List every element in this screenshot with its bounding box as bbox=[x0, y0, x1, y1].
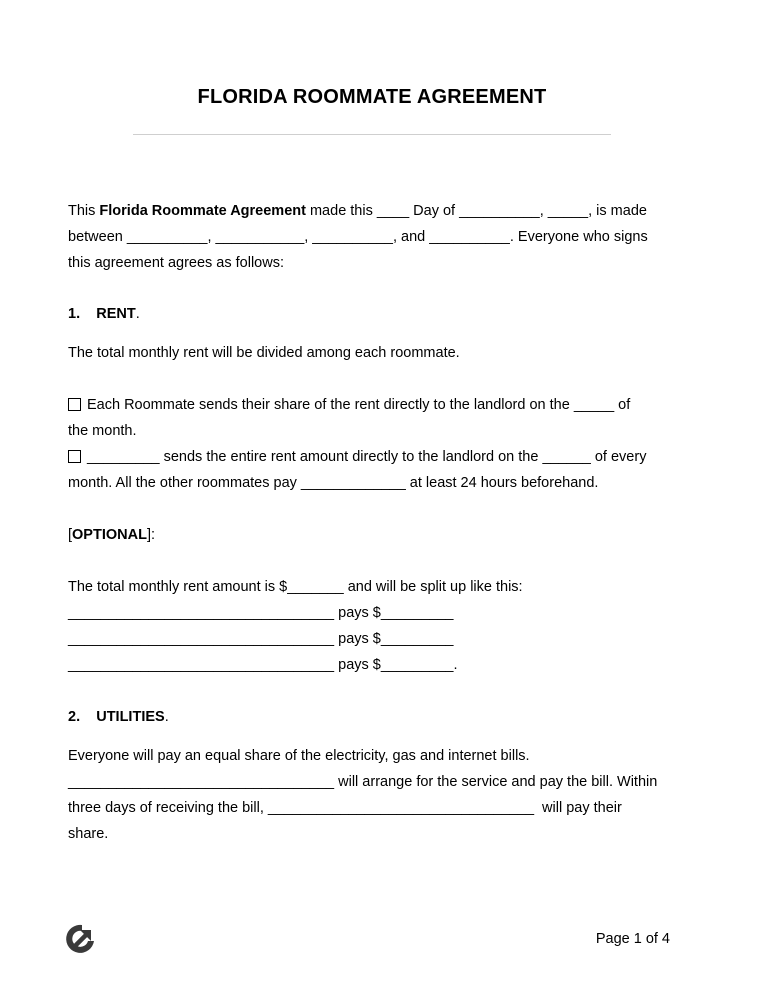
utilities-line-3: three days of receiving the bill, _________________________________ will pay their bbox=[68, 800, 622, 816]
section-number: 2. bbox=[68, 709, 81, 725]
optional-label: [OPTIONAL]: bbox=[68, 527, 156, 543]
intro-text: made this ____ Day of __________, _____, is made bbox=[305, 203, 647, 219]
rent-option-1-cont: the month. bbox=[68, 423, 137, 439]
page-number: Page 1 of 4 bbox=[595, 931, 670, 947]
section-title: RENT bbox=[96, 306, 136, 322]
pays-line: _________________________________ pays $_________ bbox=[68, 605, 454, 621]
pays-line: _________________________________ pays $_________. bbox=[68, 657, 458, 673]
section-number: 1. bbox=[68, 306, 81, 322]
intro-bold-name: Florida Roommate Agreement bbox=[99, 203, 306, 219]
section-1-heading: 1. RENT. bbox=[68, 306, 140, 322]
split-intro: The total monthly rent amount is $_______ and will be split up like this: bbox=[68, 579, 523, 595]
share-arrow-logo-icon bbox=[62, 921, 98, 957]
rent-paragraph: The total monthly rent will be divided among each roommate. bbox=[68, 345, 460, 361]
section-2-heading: 2. UTILITIES. bbox=[68, 709, 169, 725]
section-title: UTILITIES bbox=[96, 709, 165, 725]
rent-option-1: Each Roommate sends their share of the rent directly to the landlord on the _____ of bbox=[68, 396, 630, 414]
rent-option-2-cont: month. All the other roommates pay _____________ at least 24 hours beforehand. bbox=[68, 475, 599, 491]
rent-option-2: _________ sends the entire rent amount directly to the landlord on the ______ of every bbox=[68, 448, 646, 466]
utilities-line-2: _________________________________ will arrange for the service and pay the bill. Within bbox=[68, 774, 658, 790]
intro-line-3: this agreement agrees as follows: bbox=[68, 255, 284, 271]
intro-line-2: between __________, ___________, __________, and __________. Everyone who signs bbox=[68, 229, 648, 245]
rent-option-1-checkbox[interactable] bbox=[68, 398, 81, 411]
rent-option-2-checkbox[interactable] bbox=[68, 450, 81, 463]
intro-line-1 bbox=[68, 202, 647, 220]
pays-line: _________________________________ pays $_________ bbox=[68, 631, 454, 647]
utilities-line-4: share. bbox=[68, 826, 109, 842]
document-title: FLORIDA ROOMMATE AGREEMENT bbox=[197, 86, 547, 108]
utilities-line-1: Everyone will pay an equal share of the electricity, gas and internet bills. bbox=[68, 748, 530, 764]
intro-text: This bbox=[68, 203, 100, 219]
title-divider bbox=[133, 134, 611, 135]
